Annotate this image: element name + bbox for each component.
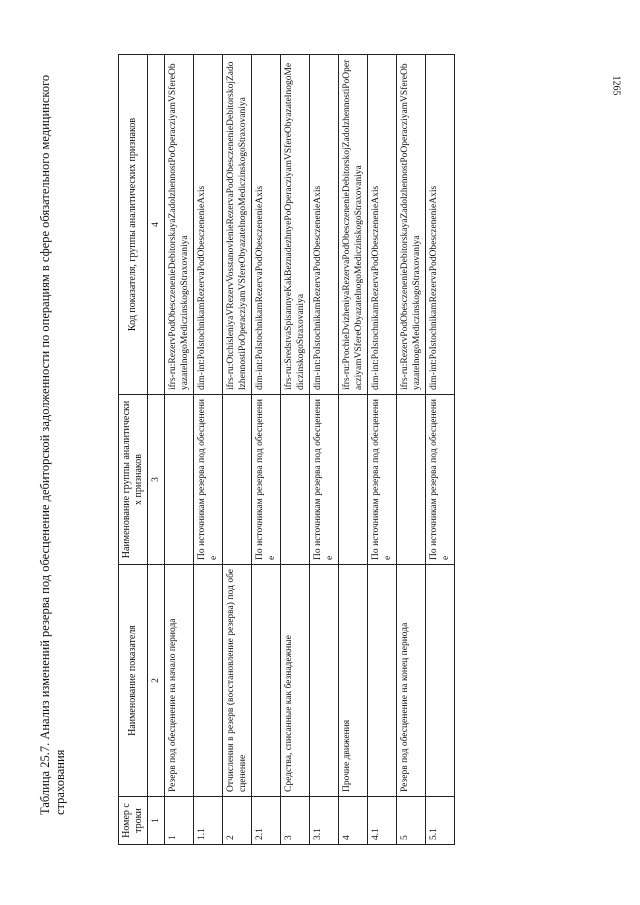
page-number: 1265 bbox=[610, 75, 622, 96]
indicator-name bbox=[426, 565, 455, 797]
indicator-code: dim-int:PoIstochnikamRezervaPodObesczenenieAxis bbox=[194, 55, 223, 395]
indicator-name: Отчисления в резерв (восстановление резерва) под обесценение bbox=[223, 565, 252, 797]
table-body bbox=[165, 55, 455, 845]
table-row bbox=[165, 55, 194, 845]
indicator-code: ifrs-ru:ProchieDvizheniyaRezervaPodObesczenenieDebitorskojZadolzhennostiPoOperacziyamVSfereObyazatelnogoMediczinskogoStraxovaniya bbox=[339, 55, 368, 395]
row-number: 5.1 bbox=[426, 797, 455, 845]
group-name: По источникам резерва под обесценение bbox=[310, 395, 339, 565]
row-number: 3.1 bbox=[310, 797, 339, 845]
row-number: 3 bbox=[281, 797, 310, 845]
group-name bbox=[165, 395, 194, 565]
table-row bbox=[397, 55, 426, 845]
reserve-changes-table bbox=[118, 54, 455, 845]
group-name: По источникам резерва под обесценение bbox=[252, 395, 281, 565]
group-name: По источникам резерва под обесценение bbox=[426, 395, 455, 565]
table-caption: Таблица 25.7. Анализ изменений резерва под обесценение дебиторской задолженности по операциям в сфере обязательного медицинского страхования bbox=[38, 74, 67, 815]
table-row bbox=[223, 55, 252, 845]
header-row bbox=[119, 55, 148, 845]
row-number: 4.1 bbox=[368, 797, 397, 845]
table-row bbox=[281, 55, 310, 845]
indicator-name: Резерв под обесценение на начало периода bbox=[165, 565, 194, 797]
indicator-code: dim-int:PoIstochnikamRezervaPodObesczenenieAxis bbox=[252, 55, 281, 395]
table-row bbox=[194, 55, 223, 845]
group-name: По источникам резерва под обесценение bbox=[368, 395, 397, 565]
table-row bbox=[426, 55, 455, 845]
table-row bbox=[368, 55, 397, 845]
header-row-number: Номер строки bbox=[119, 797, 148, 845]
column-number: 2 bbox=[148, 565, 165, 797]
column-number: 4 bbox=[148, 55, 165, 395]
indicator-name: Средства, списанные как безнадежные bbox=[281, 565, 310, 797]
indicator-code: dim-int:PoIstochnikamRezervaPodObesczenenieAxis bbox=[368, 55, 397, 395]
column-number: 1 bbox=[148, 797, 165, 845]
row-number: 2.1 bbox=[252, 797, 281, 845]
column-number-row bbox=[148, 55, 165, 845]
table-row bbox=[339, 55, 368, 845]
row-number: 1.1 bbox=[194, 797, 223, 845]
indicator-code: ifrs-ru:SredstvaSpisannyeKakBeznadezhnyePoOperacziyamVSfereObyazatelnogoMediczinskogoStraxovaniya bbox=[281, 55, 310, 395]
indicator-code: ifrs-ru:RezervPodObesczenenieDebitorskayaZadolzhennostPoOperacziyamVSfereObyazatelnogoMediczinskogoStraxovaniya bbox=[165, 55, 194, 395]
header-code: Код показателя, группы аналитических признаков bbox=[119, 55, 148, 395]
column-number: 3 bbox=[148, 395, 165, 565]
row-number: 2 bbox=[223, 797, 252, 845]
indicator-name: Прочие движения bbox=[339, 565, 368, 797]
indicator-code: ifrs-ru:OtchisleniyaVRezervVosstanovlenieRezervaPodObesczenenieDebitorskojZadolzhennostiPoOperacziyamVSfereObyazatelnogoMediczinskogoStraxovaniya bbox=[223, 55, 252, 395]
group-name bbox=[223, 395, 252, 565]
row-number: 4 bbox=[339, 797, 368, 845]
header-group-name: Наименование группы аналитических признаков bbox=[119, 395, 148, 565]
indicator-code: dim-int:PoIstochnikamRezervaPodObesczenenieAxis bbox=[426, 55, 455, 395]
indicator-name bbox=[310, 565, 339, 797]
group-name bbox=[281, 395, 310, 565]
row-number: 5 bbox=[397, 797, 426, 845]
indicator-name bbox=[252, 565, 281, 797]
indicator-name bbox=[194, 565, 223, 797]
table-row bbox=[310, 55, 339, 845]
indicator-code: dim-int:PoIstochnikamRezervaPodObesczenenieAxis bbox=[310, 55, 339, 395]
row-number: 1 bbox=[165, 797, 194, 845]
indicator-code: ifrs-ru:RezervPodObesczenenieDebitorskayaZadolzhennostPoOperacziyamVSfereObyazatelnogoMediczinskogoStraxovaniya bbox=[397, 55, 426, 395]
header-indicator-name: Наименование показателя bbox=[119, 565, 148, 797]
indicator-name bbox=[368, 565, 397, 797]
group-name bbox=[397, 395, 426, 565]
group-name: По источникам резерва под обесценение bbox=[194, 395, 223, 565]
table-row bbox=[252, 55, 281, 845]
group-name bbox=[339, 395, 368, 565]
indicator-name: Резерв под обесценение на конец периода bbox=[397, 565, 426, 797]
